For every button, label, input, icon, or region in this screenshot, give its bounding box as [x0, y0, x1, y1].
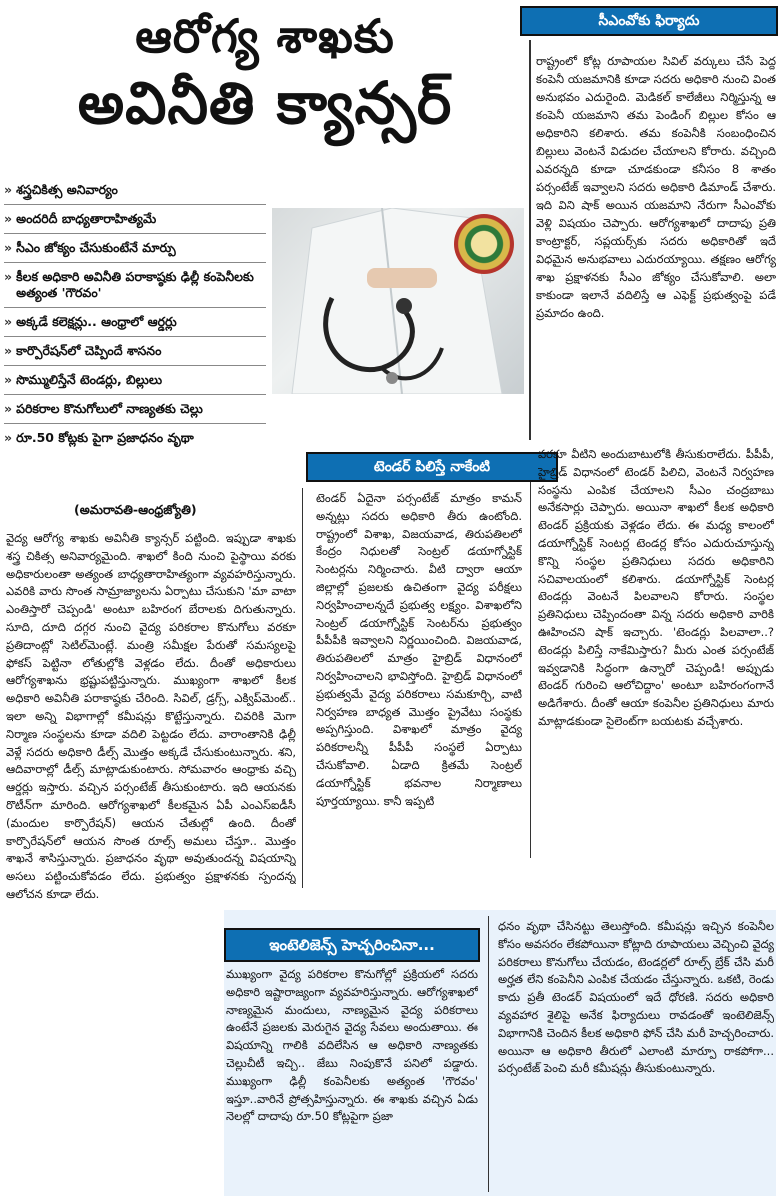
tender-heading: టెండర్ పిలిస్తే నాకేంటి: [306, 452, 558, 482]
double-arrow-icon: »: [4, 401, 13, 416]
intelligence-column-rule: [488, 916, 489, 1192]
bullet-text: శస్త్రచికిత్స అనివార్యం: [16, 182, 118, 197]
intelligence-column-2: [498, 918, 774, 1194]
double-arrow-icon: »: [4, 314, 13, 329]
tender-column-rule: [530, 482, 531, 858]
bullet-text: కీలక అధికారి అవినీతి పరాకాష్ఠకు ఢిల్లీ కంపెనీలకు అత్యంత 'గౌరవం': [16, 269, 254, 300]
tender-column-1: [316, 490, 522, 856]
bullet-item: [4, 176, 266, 205]
tender-paragraph-1: టెండర్ ఏదైనా పర్సంటేజ్ మాత్రం కామన్ అన్నట్లు సదరు అధికారి తీరు ఉంటోంది. రాష్ట్రంలో విశాఖ, విజయవాడ, తిరుపతిలలో కేంద్రం నిధులతో సెంట్రల్ డయాగ్నోస్టిక్ సెంటర్లను నిర్మించారు. వీటి ద్వారా ఆయా జిల్లాల్లో ప్రజలకు ఉచితంగా వైద్య పరీక్షలు నిర్వహించాలన్నదే ప్రభుత్వ లక్ష్యం. విశాఖలోని సెంట్రల్ డయాగ్నోస్టిక్ సెంటర్‌ను ప్రభుత్వం పీపీపీకి ఇవ్వాలని నిర్ణయించింది. విజయవాడ, తిరుపతిలలో మాత్రం హైబ్రిడ్ విధానంలో నిర్వహించాలని భావిస్తోంది. హైబ్రిడ్ విధానంలో ప్రభుత్వమే వైద్య పరికరాలు సమకూర్చి, వాటి నిర్వహణ బాధ్యత మొత్తం ప్రైవేటు సంస్థకు అప్పగిస్తుంది. విశాఖలో మాత్రం వైద్య పరికరాలన్నీ పీపీపీ సంస్థలే ఏర్పాటు చేసుకోవాలి. ఏడాది క్రితమే సెంట్రల్ డయాగ్నోస్టిక్ భవనాల నిర్మాణాలు పూర్తయ్యాయి. కానీ ఇప్పటి: [316, 491, 522, 808]
doctor-photo: [272, 208, 524, 394]
bullet-text: సొమ్ములిస్తేనే టెండర్లు, బిల్లులు: [16, 372, 163, 387]
headline: [10, 6, 520, 140]
double-arrow-icon: »: [4, 182, 13, 197]
sidebar-heading: సీఎంవోకు ఫిర్యాదు: [520, 6, 778, 36]
sidebar-paragraph: రాష్ట్రంలో కోట్ల రూపాయల సివిల్ వర్కులు చేసే పెద్ద కంపెనీ యజమానికి కూడా సదరు అధికారి నుంచి వింత అనుభవం ఎదురైంది. మెడికల్ కాలేజీలు నిర్మిస్తున్న ఆ కంపెనీ యజమాని తమ పెండింగ్ బిల్లుల కోసం ఆ అధికారిని కలిశారు. తమ కంపెనీకి సంబంధించిన బిల్లులు వెంటనే విడుదల చేయాలని కోరారు. వచ్చింది ఎవరన్నది కూడా చూడకుండా కనీసం 8 శాతం పర్సంటేజ్ ఇవ్వాలని సదరు అధికారి డిమాండ్ చేశారు. ఇది విని షాక్ అయిన యజమాని నేరుగా సీఎంవోకు వెళ్లి విషయం చెప్పారు. ఆరోగ్యశాఖలో దాదాపు ప్రతి కాంట్రాక్టర్, సప్లయర్స్‌కు సదరు అధికారితో ఇదే విధమైన అనుభవాలు ఎదురయ్యాయి. తక్షణం ఆరోగ్య శాఖ ప్రక్షాళనకు సీఎం జోక్యం చేసుకోవాలి. అలా కాకుండా ఇలానే వదిలిస్తే ఆ ఎఫెక్ట్ ప్రభుత్వంపై పడే ప్రమాదం ఉంది.: [536, 54, 776, 320]
double-arrow-icon: »: [4, 211, 13, 226]
bullet-text: కార్పొరేషన్‌లో చెప్పిందే శాసనం: [16, 343, 162, 358]
bullet-text: సీఎం జోక్యం చేసుకుంటేనే మార్పు: [16, 240, 176, 255]
intelligence-heading: ఇంటెలిజెన్స్ హెచ్చరించినా...: [224, 928, 480, 962]
bullet-item: [4, 205, 266, 234]
main-column-rule: [302, 488, 303, 888]
double-arrow-icon: »: [4, 269, 13, 284]
bullet-item: [4, 366, 266, 395]
bullet-item: [4, 234, 266, 263]
andhra-pradesh-emblem-icon: [454, 214, 514, 274]
double-arrow-icon: »: [4, 372, 13, 387]
intelligence-paragraph-2: ధనం వృథా చేసినట్టు తెలుస్తోంది. కమీషన్లు ఇచ్చిన కంపెనీల కోసం అవసరం లేకపోయినా కోట్లాది రూపాయలు వెచ్చించి వైద్య పరికరాలు కొనుగోలు చేయడం, టెండర్లలో రూల్స్ బ్రేక్ చేసి మరీ అర్హత లేని కంపెనీని ఎంపిక చేయడం చేస్తున్నారు. ఒకటి, రెండు కాదు ప్రతీ టెండర్ విషయంలో ఇదే ధోరణి. సదరు అధికారి వ్యవహార శైలిపై అనేక ఫిర్యాదులు రావడంతో ఇంటెలిజెన్స్ విభాగానికి చెందిన కీలక అధికారి ఫోన్ చేసి మరీ హెచ్చరించారు. అయినా ఆ అధికారి తీరులో ఎలాంటి మార్పూ రాకపోగా... పర్సంటేజ్ పెంచి మరీ కమీషన్లు తీసుకుంటున్నారు.: [498, 919, 774, 1076]
double-arrow-icon: »: [4, 430, 13, 445]
tender-column-2: [538, 446, 774, 882]
bullet-text: అక్కడే కలెక్షన్లు.. ఆంధ్రాలో ఆర్డర్లు: [16, 314, 177, 329]
double-arrow-icon: »: [4, 240, 13, 255]
main-paragraph: వైద్య ఆరోగ్య శాఖకు అవినీతి క్యాన్సర్ పట్టింది. ఇప్పుడా శాఖకు శస్త్ర చికిత్స అనివార్యమైంది. శాఖలో కింది నుంచి పైస్థాయి వరకు అధికారులంతా అత్యంత బాధ్యతారాహిత్యంగా వ్యవహరిస్తున్నారు. ఎవరికి వారు సొంత సామ్రాజ్యాలను ఏర్పాటు చేసుకుని 'మా వాటా ఎంతిస్తారో చెప్పండి' అంటూ బహిరంగ బేరాలకు దిగుతున్నారు. సూది, దూది దగ్గర నుంచి వైద్య పరికరాల కొనుగోలు వరకూ ప్రతిదాంట్లో సెటిల్‌మెంట్లే. మంత్రి సమీక్షల పేరుతో సమస్యలపై ఫోకస్ పెట్టినా లోతుల్లోకి వెళ్లడం లేదు. దీంతో అధికారులు ఆరోగ్యశాఖను భ్రష్టుపట్టిస్తున్నారు. ముఖ్యంగా శాఖలో కీలక అధికారి అవినీతి పరాకాష్ఠకు చేరింది. సివిల్, డ్రగ్స్, ఎక్విప్‌మెంట్.. ఇలా అన్ని విభాగాల్లో కమీషన్లు కొట్టేస్తున్నారు. చివరికి మెగా నిర్మాణ సంస్థలను కూడా వదిలి పెట్టడం లేదు. వారాంతానికి ఢిల్లీ వెళ్లే సదరు అధికారి డీల్స్ మొత్తం అక్కడే చేసుకుంటున్నారు. శని, ఆదివారాల్లో డీల్స్ మాట్లాడుకుంటారు. సోమవారం ఆంధ్రాకు వచ్చి ఆర్డర్లు ఇస్తారు. వచ్చిన పర్సంటేజ్ తీసుకుంటారు. ఇది ఆయనకు రొటీన్‌గా మారింది. ఆరోగ్యశాఖలో కీలకమైన ఏపీ ఎంఎస్ఐడీసీ (మందుల కార్పొరేషన్) ఆయన చేతుల్లో ఉంది. దీంతో కార్పొరేషన్‌లో ఆయన సొంత రూల్స్ అమలు చేస్తూ.. మొత్తం శాఖనే శాసిస్తున్నారు. ప్రజాధనం వృథా అవుతుందన్న విషయాన్ని అసలు పట్టించుకోవడం లేదు. ప్రభుత్వం ప్రక్షాళనకు స్పందన్న ఆలోచన కూడా లేదు.: [6, 531, 296, 901]
bullet-text: రూ.50 కోట్లకు పైగా ప్రజాధనం వృథా: [16, 430, 194, 445]
intelligence-column-1: [226, 966, 478, 1192]
bullet-text: పరికరాల కొనుగోలులో నాణ్యతకు చెల్లు: [16, 401, 203, 416]
dateline-credit: (అమరావతి-ఆంధ్రజ్యోతి): [74, 502, 197, 517]
highlight-bullets: [4, 176, 266, 452]
bullet-item: [4, 337, 266, 366]
bullet-item: [4, 263, 266, 308]
double-arrow-icon: »: [4, 343, 13, 358]
bullet-text: అందరిదీ బాధ్యతారాహిత్యమే: [16, 211, 157, 226]
sidebar-rule: [529, 40, 531, 440]
bullet-item: [4, 308, 266, 337]
bullet-item: [4, 395, 266, 424]
bullet-item: [4, 424, 266, 452]
headline-line-1: ఆరోగ్య శాఖకు: [135, 9, 395, 63]
headline-line-2: అవినీతి క్యాన్సర్: [77, 69, 453, 137]
sidebar-text: [536, 52, 776, 442]
tender-paragraph-2: వరకూ వీటిని అందుబాటులోకి తీసుకురాలేదు. పీపీపీ, హైబ్రిడ్ విధానంలో టెండర్ పిలిచి, వెంటనే నిర్వహణ సంస్థను ఎంపిక చేయాలని సీఎం చంద్రబాబు అనేకసార్లు చెప్పారు. అయినా శాఖలో కీలక అధికారి టెండర్ ప్రక్రియకు వెళ్లడం లేదు. ఈ మధ్య కాలంలో డయాగ్నోస్టిక్ సెంటర్ల టెండర్ల కోసం ఎదురుచూస్తున్న కొన్ని సంస్థల ప్రతినిధులు సదరు అధికారిని సచివాలయంలో కలిశారు. డయాగ్నోస్టిక్ సెంటర్ల టెండర్లు వెంటనే పిలవాలని కోరారు. సంస్థల ప్రతినిధులు చెప్పిందంతా విన్న సదరు అధికారి వారికి ఊహించని షాక్ ఇచ్చారు. 'టెండర్లు పిలవాలా..? టెండర్లు పిలిస్తే నాకేమిస్తారు? మీరు ఎంత పర్సంటేజ్ ఇవ్వడానికి సిద్ధంగా ఉన్నారో చెప్పండి! అప్పుడు టెండర్ గురించి ఆలోచిద్దాం' అంటూ బహిరంగంగానే అడిగేశారు. దీంతో ఆయా కంపెనీల ప్రతినిధులు మారు మాట్లాడకుండా సైలెంట్‌గా బయటకు వచ్చేశారు.: [538, 447, 774, 728]
intelligence-paragraph-1: ముఖ్యంగా వైద్య పరికరాల కొనుగోల్లో ప్రక్రియలో సదరు అధికారి ఇష్టారాజ్యంగా వ్యవహరిస్తున్నారు. ఆరోగ్యశాఖలో నాణ్యమైన మందులు, నాణ్యమైన వైద్య పరికరాలు ఉంటేనే ప్రజలకు మెరుగైన వైద్య సేవలు అందుతాయి. ఈ విషయాన్ని గాలికి వదిలేసిన ఆ అధికారి నాణ్యతకు చెల్లుచీటీ ఇచ్చి.. జేబు నింపుకొనే పనిలో పడ్డారు. ముఖ్యంగా ఢిల్లీ కంపెనీలకు అత్యంత 'గౌరవం' ఇస్తూ..వారినే ప్రోత్సహిస్తున్నారు. ఈ శాఖకు వచ్చిన ఏడు నెలల్లో దాదాపు రూ.50 కోట్లపైగా ప్రజా: [226, 967, 478, 1124]
